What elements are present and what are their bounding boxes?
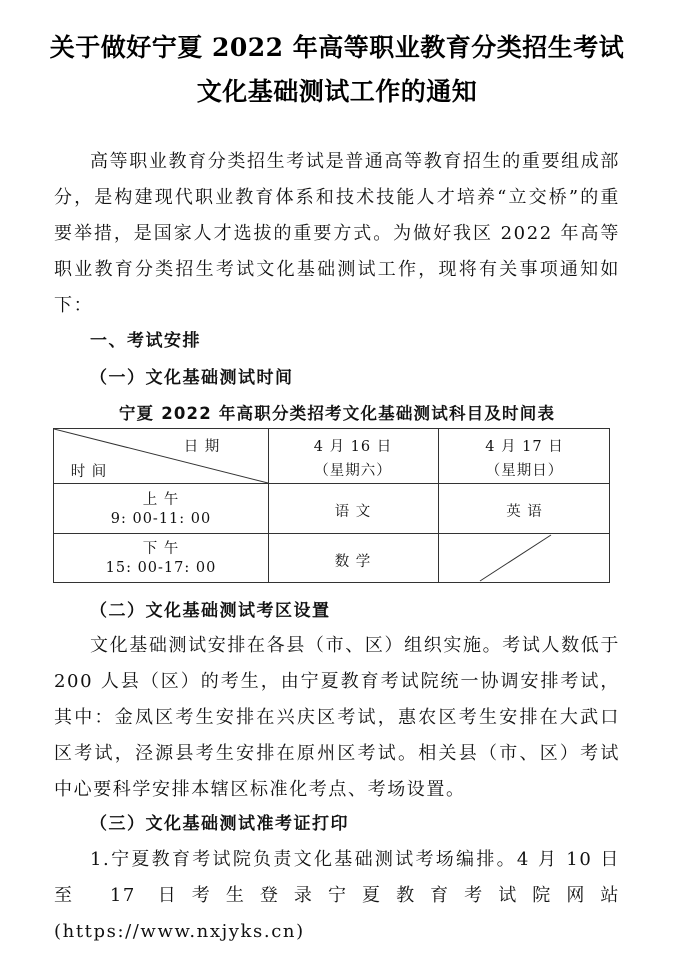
subsection-heading-test-time: （一）文化基础测试时间 <box>90 368 294 388</box>
header-corner-time: 时 间 <box>70 464 108 480</box>
admission-ticket-paragraph: 1.宁夏教育考试院负责文化基础测试考场编排。4 月 10 日至 17 日考生登录宁夏教育考试院网站(https://www.nxjyks.cn) <box>54 849 620 942</box>
header-weekday-apr16: （星期六） <box>314 463 392 479</box>
header-weekday-apr17: （星期日） <box>485 463 564 479</box>
document-title-line-1: 关于做好宁夏 2022 年高等职业教育分类招生考试 <box>49 33 625 62</box>
section-heading-exam-arrangement: 一、考试安排 <box>90 331 201 351</box>
row-afternoon-time: 15: 00-17: 00 <box>105 560 217 576</box>
cell-english: 英 语 <box>506 504 543 520</box>
empty-cell-diagonal <box>480 535 551 581</box>
subsection-heading-admission-ticket: （三）文化基础测试准考证打印 <box>90 814 349 834</box>
row-morning-time: 9: 00-11: 00 <box>110 511 212 527</box>
exam-areas-paragraph: 文化基础测试安排在各县（市、区）组织实施。考试人数低于 200 人县（区）的考生，由宁夏教育考试院统一协调安排考试，其中：金凤区考生安排在兴庆区考试，惠农区考生安排在大武口区考试，泾源县考生安排在原州区考试。相关县（市、区）考试中心要科学安排本辖区标准化考点、考场设置。 <box>54 635 620 800</box>
header-corner-date: 日 期 <box>183 439 221 455</box>
schedule-table <box>53 428 610 583</box>
cell-math: 数 学 <box>334 554 372 570</box>
subsection-heading-exam-areas: （二）文化基础测试考区设置 <box>90 601 331 621</box>
header-date-apr17: 4 月 17 日 <box>485 439 564 455</box>
intro-paragraph: 高等职业教育分类招生考试是普通高等教育招生的重要组成部分，是构建现代职业教育体系和技术技能人才培养“立交桥”的重要举措，是国家人才选拔的重要方式。为做好我区 2022 年高等职业教育分类招生考试文化基础测试工作，现将有关事项通知如下： <box>54 151 620 316</box>
row-afternoon-period: 下 午 <box>142 541 180 557</box>
cell-chinese: 语 文 <box>334 504 372 520</box>
row-morning-period: 上 午 <box>142 492 180 508</box>
document-title-line-2: 文化基础测试工作的通知 <box>196 77 478 106</box>
table-caption: 宁夏 2022 年高职分类招考文化基础测试科目及时间表 <box>118 404 556 423</box>
header-date-apr16: 4 月 16 日 <box>313 439 393 455</box>
